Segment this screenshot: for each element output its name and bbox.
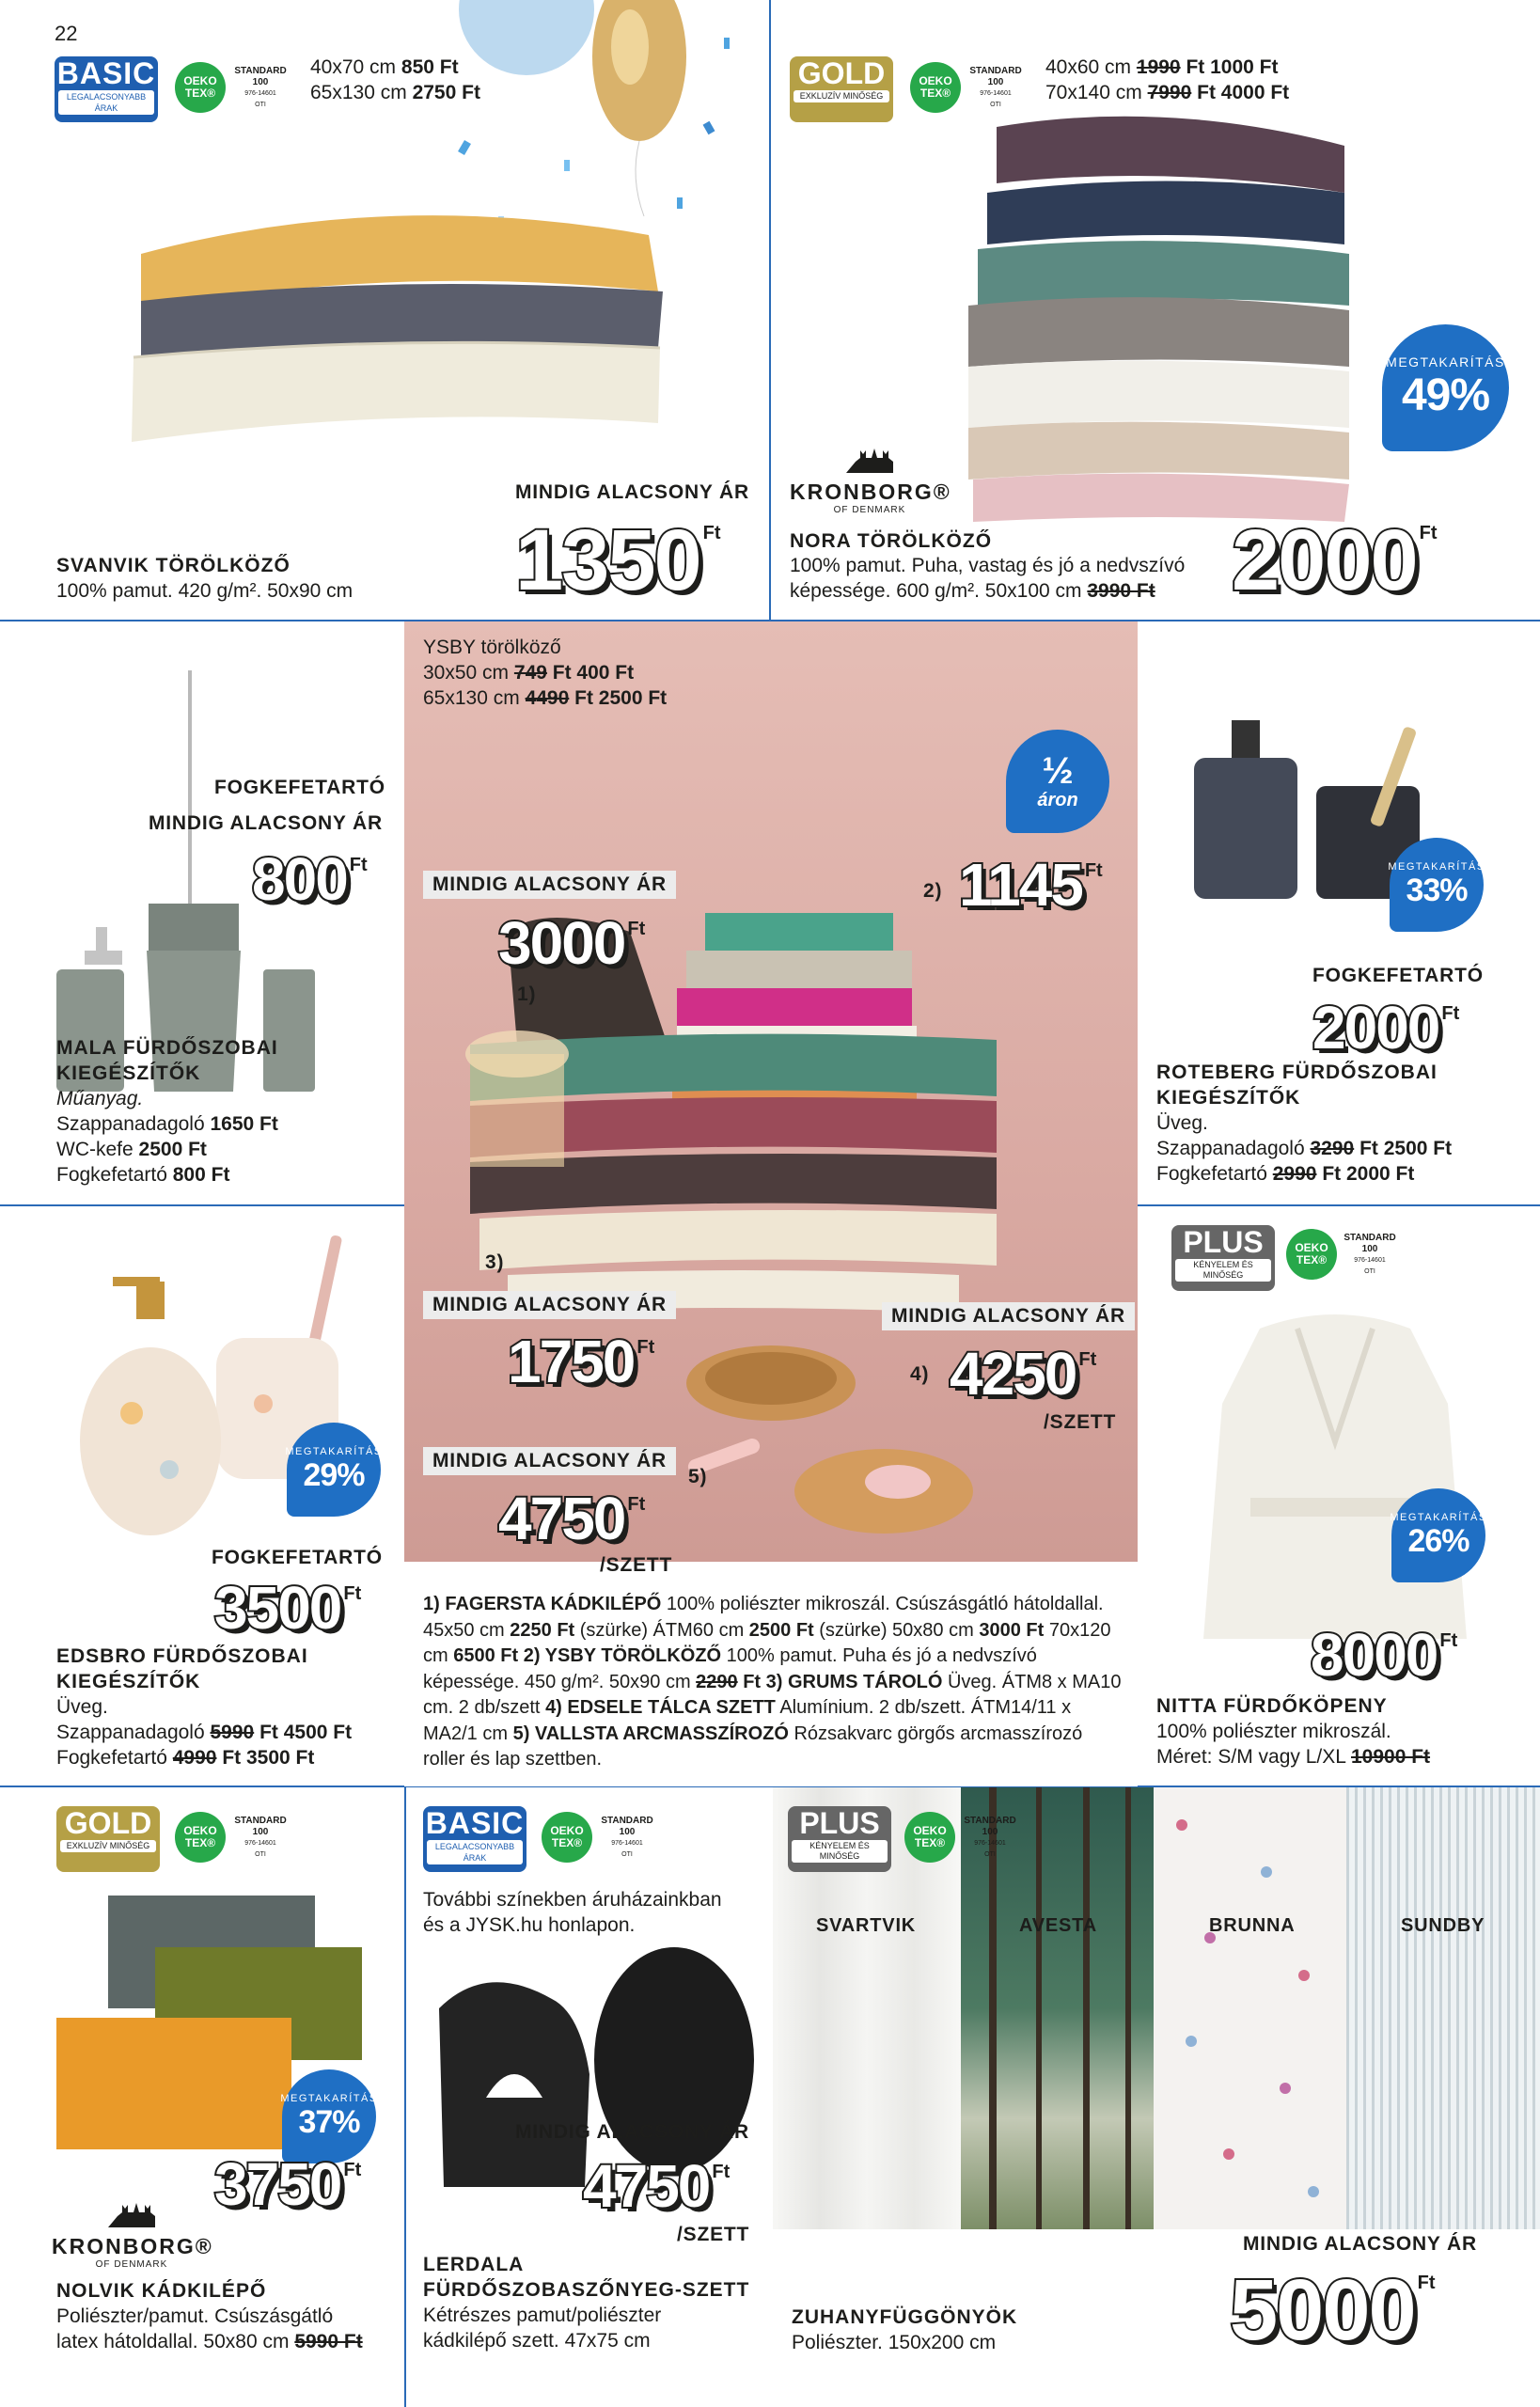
vallsta-price xyxy=(498,1485,646,1552)
lerdala-cell xyxy=(406,1787,773,2407)
gold-logo-text: GOLD xyxy=(64,1806,152,1840)
item-name: Szappanadagoló xyxy=(1156,1138,1305,1159)
toothbrush-holder-label: FOGKEFETARTÓ xyxy=(1312,965,1484,986)
plus-logo-text: PLUS xyxy=(1183,1225,1264,1259)
price-value: 2000 xyxy=(1232,512,1417,608)
lerdala-title-1: LERDALA xyxy=(423,2254,525,2275)
price-value: 2000 xyxy=(1312,994,1439,1062)
item-price: 2500 Ft xyxy=(138,1139,207,1160)
nolvik-desc-1: Poliészter/pamut. Csúszásgátló xyxy=(56,2305,334,2327)
desc-text: Méret: S/M vagy L/XL xyxy=(1156,1746,1346,1768)
size-line xyxy=(1045,55,1289,80)
roteberg-cell xyxy=(1138,621,1540,1204)
curtain-name-avesta: AVESTA xyxy=(1019,1915,1097,1936)
oeko-tex-logo: OEKO TEX® xyxy=(1286,1229,1337,1280)
item-name: Szappanadagoló xyxy=(56,1113,205,1135)
item-line xyxy=(1156,1136,1452,1161)
item-line xyxy=(56,1111,278,1137)
old-price: 3290 xyxy=(1310,1138,1355,1159)
grums-price xyxy=(508,1328,655,1395)
nolvik-cell xyxy=(0,1787,404,2407)
item-name: Fogkefetartó xyxy=(56,1164,167,1186)
currency: Ft xyxy=(627,1494,646,1515)
price-value: 5000 xyxy=(1230,2262,1415,2358)
price-value: 1145 xyxy=(959,851,1082,919)
flower-pattern xyxy=(1154,1787,1346,2229)
edsele-price xyxy=(950,1340,1097,1408)
badge-value: 49% xyxy=(1401,370,1490,420)
mala-title-2: KIEGÉSZÍTŐK xyxy=(56,1062,201,1084)
oeko-tex-logo: OEKO TEX® xyxy=(175,1812,226,1863)
badge-value: 33% xyxy=(1406,872,1468,908)
curtains-title: ZUHANYFÜGGÖNYÖK xyxy=(792,2306,1018,2328)
currency: Ft xyxy=(636,1337,655,1358)
item-number: 4) xyxy=(910,1363,930,1385)
svanvik-cell xyxy=(0,0,769,620)
always-low-price-label: MINDIG ALACSONY ÁR xyxy=(149,812,383,834)
price-value: 3750 xyxy=(214,2150,341,2218)
standard-100-label xyxy=(957,1816,1023,1861)
nolvik-title: NOLVIK KÁDKILÉPŐ xyxy=(56,2280,267,2302)
kronborg-name: KRONBORG® xyxy=(52,2234,213,2258)
lerdala-note-1: További színekben áruházainkban xyxy=(423,1889,722,1911)
nora-cell xyxy=(771,0,1540,620)
standard-code-2: OTI xyxy=(255,1851,266,1858)
always-low-price-label: MINDIG ALACSONY ÁR xyxy=(882,1302,1135,1330)
currency: Ft xyxy=(1084,860,1103,881)
currency: Ft xyxy=(702,523,721,543)
svanvik-title: SVANVIK TÖRÖLKÖZŐ xyxy=(56,555,291,576)
nitta-price xyxy=(1311,1621,1458,1689)
svanvik-price xyxy=(515,512,721,608)
gold-logo xyxy=(56,1806,160,1872)
edsbro-material: Üveg. xyxy=(56,1696,108,1718)
nitta-cell xyxy=(1138,1206,1540,1786)
currency: Ft xyxy=(712,2162,731,2182)
desc-text: latex hátoldallal. 50x80 cm xyxy=(56,2331,290,2352)
curtains-desc: Poliészter. 150x200 cm xyxy=(792,2332,997,2353)
size-line xyxy=(1045,80,1289,105)
standard-code-2: OTI xyxy=(984,1851,996,1858)
nolvik-discount-badge xyxy=(282,2069,376,2163)
old-price: 3990 Ft xyxy=(1087,580,1155,602)
description-run: (szürke) ÁTM60 cm xyxy=(574,1619,749,1641)
nora-desc-2 xyxy=(790,578,1155,604)
half-text: áron xyxy=(1037,789,1078,810)
basic-logo-text: BASIC xyxy=(425,1806,525,1840)
roteberg-title-2: KIEGÉSZÍTŐK xyxy=(1156,1087,1301,1109)
standard-text: STANDARD xyxy=(601,1816,653,1826)
kronborg-sub: OF DENMARK xyxy=(95,2259,168,2270)
old-price: 5990 xyxy=(210,1722,255,1743)
standard-100-label xyxy=(1337,1233,1403,1278)
curtains-price xyxy=(1230,2262,1436,2358)
currency: Ft xyxy=(1419,523,1438,543)
currency: Ft xyxy=(627,919,646,939)
price-value: 4750 xyxy=(583,2152,710,2220)
standard-code-2: OTI xyxy=(621,1851,633,1858)
center-cell xyxy=(404,621,1138,1786)
lerdala-desc-2: kádkilépő szett. 47x75 cm xyxy=(423,2330,651,2352)
half-price-badge xyxy=(1006,730,1109,833)
badge-value: 37% xyxy=(298,2103,360,2140)
standard-text: STANDARD xyxy=(969,66,1022,76)
mala-cell xyxy=(0,621,404,1204)
size-line xyxy=(310,80,480,105)
badge-label: MEGTAKARÍTÁS xyxy=(1388,860,1485,873)
edsbro-title-2: KIEGÉSZÍTŐK xyxy=(56,1671,201,1692)
roteberg-title-1: ROTEBERG FÜRDŐSZOBAI xyxy=(1156,1062,1438,1083)
ysby-sizes xyxy=(423,635,667,711)
item-name: WC-kefe xyxy=(56,1139,134,1160)
always-low-price-label: MINDIG ALACSONY ÁR xyxy=(423,1291,676,1319)
lerdala-note-2: és a JYSK.hu honlapon. xyxy=(423,1914,636,1936)
new-price: Ft 4000 Ft xyxy=(1197,82,1290,103)
desc-text: képessége. 600 g/m². 50x100 cm xyxy=(790,580,1082,602)
mala-title-1: MALA FÜRDŐSZOBAI xyxy=(56,1037,278,1059)
price-value: 8000 xyxy=(1311,1621,1438,1689)
standard-100-label xyxy=(963,66,1029,111)
size: 40x60 cm xyxy=(1045,56,1132,78)
nora-desc-1: 100% pamut. Puha, vastag és jó a nedvszívó xyxy=(790,555,1186,576)
size-line xyxy=(423,685,667,711)
basic-logo-sub: LEGALACSONYABB ÁRAK xyxy=(427,1840,523,1864)
roteberg-material: Üveg. xyxy=(1156,1112,1208,1134)
lerdala-price xyxy=(583,2152,731,2220)
mala-price xyxy=(252,845,368,913)
description-run: 1) FAGERSTA KÁDKILÉPŐ xyxy=(423,1594,662,1614)
basic-logo xyxy=(423,1806,526,1872)
curtains-cell xyxy=(773,1787,1540,2407)
item-line xyxy=(56,1137,278,1162)
always-low-price-label: MINDIG ALACSONY ÁR xyxy=(1243,2233,1477,2255)
standard-number: 100 xyxy=(1361,1244,1378,1254)
gold-logo-text: GOLD xyxy=(797,56,886,90)
nora-title: NORA TÖRÖLKÖZŐ xyxy=(790,530,993,552)
item-number: 1) xyxy=(517,983,537,1005)
castle-icon xyxy=(841,447,898,475)
always-low-price-label: MINDIG ALACSONY ÁR xyxy=(423,871,676,899)
description-run: Ft 3) GRUMS TÁROLÓ xyxy=(737,1671,943,1692)
new-price: Ft 2000 Ft xyxy=(1322,1163,1415,1185)
oeko-tex-logo: OEKO TEX® xyxy=(904,1812,955,1863)
standard-code: 976-14601 xyxy=(244,1840,276,1847)
oeko-tex-logo: OEKO TEX® xyxy=(542,1812,592,1863)
description-run: 2290 xyxy=(696,1671,738,1692)
standard-text: STANDARD xyxy=(234,1816,287,1826)
description-run: Rózsakvarc görgős arcmasszírozó roller és lap szettben. xyxy=(423,1723,1083,1770)
standard-code: 976-14601 xyxy=(980,90,1012,97)
item-line xyxy=(56,1720,352,1745)
item-name: Fogkefetartó xyxy=(1156,1163,1267,1185)
standard-code: 976-14601 xyxy=(611,1840,643,1847)
description-run: Üveg. ÁTM8 x MA10 cm. 2 db/szett xyxy=(423,1671,1122,1718)
new-price: Ft 1000 Ft xyxy=(1186,56,1279,78)
description-run: 5) VALLSTA ARCMASSZÍROZÓ xyxy=(512,1723,789,1744)
sundby-curtain xyxy=(1346,1787,1540,2229)
gold-logo xyxy=(790,56,893,122)
kronborg-logo xyxy=(790,447,950,515)
badge-value: 26% xyxy=(1407,1522,1469,1559)
per-set-label: /SZETT xyxy=(1044,1411,1117,1433)
standard-100-label xyxy=(594,1816,660,1861)
nolvik-price xyxy=(214,2150,362,2218)
ysby-price xyxy=(959,851,1103,919)
size-line xyxy=(310,55,480,80)
roteberg-discount-badge xyxy=(1390,838,1484,932)
brunna-curtain xyxy=(1154,1787,1346,2229)
currency: Ft xyxy=(343,1583,362,1604)
description-run: 100% poliészter mikroszál. Csúszásgátló hátoldallal. 45x50 cm xyxy=(423,1594,1104,1641)
mala-items xyxy=(56,1111,278,1188)
standard-code: 976-14601 xyxy=(244,90,276,97)
kronborg-logo xyxy=(52,2201,212,2270)
new-price: Ft 2500 Ft xyxy=(1359,1138,1453,1159)
basic-logo-sub: LEGALACSONYABB ÁRAK xyxy=(58,90,154,115)
standard-text: STANDARD xyxy=(1344,1233,1396,1243)
svanvik-desc: 100% pamut. 420 g/m². 50x90 cm xyxy=(56,580,354,602)
plus-logo-sub: KÉNYELEM ÉS MINŐSÉG xyxy=(1175,1259,1271,1282)
description-run: (szürke) 50x80 cm xyxy=(813,1619,980,1641)
currency: Ft xyxy=(349,855,368,875)
toothbrush-holder-label: FOGKEFETARTÓ xyxy=(214,777,385,798)
bathrobe-image xyxy=(1194,1310,1476,1648)
plus-logo-text: PLUS xyxy=(799,1806,880,1840)
currency: Ft xyxy=(1439,1630,1458,1651)
nitta-desc-1: 100% poliészter mikroszál. xyxy=(1156,1721,1391,1742)
castle-icon xyxy=(103,2201,160,2229)
lerdala-rug-set-image xyxy=(434,1943,763,2187)
lerdala-title-2: FÜRDŐSZOBASZŐNYEG-SZETT xyxy=(423,2279,750,2301)
roteberg-price xyxy=(1312,994,1460,1062)
toothbrush-holder-label: FOGKEFETARTÓ xyxy=(212,1547,383,1568)
basic-logo-text: BASIC xyxy=(56,56,156,90)
item-name: Szappanadagoló xyxy=(56,1722,205,1743)
curtain-name-brunna: BRUNNA xyxy=(1209,1915,1296,1936)
size: 40x70 cm xyxy=(310,56,397,78)
gold-logo-sub: EXKLUZÍV MINŐSÉG xyxy=(794,90,889,102)
price-value: 3000 xyxy=(498,909,625,977)
nolvik-desc-2 xyxy=(56,2329,363,2354)
always-low-price-label: MINDIG ALACSONY ÁR xyxy=(515,481,749,503)
nora-price xyxy=(1232,512,1438,608)
badge-label: MEGTAKARÍTÁS xyxy=(1386,354,1505,370)
mala-material: Műanyag. xyxy=(56,1088,144,1109)
trays-image xyxy=(668,1327,987,1552)
standard-100-label xyxy=(228,1816,293,1861)
page-number: 22 xyxy=(55,22,78,45)
old-price: 2990 xyxy=(1272,1163,1317,1185)
plus-logo-sub: KÉNYELEM ÉS MINŐSÉG xyxy=(792,1840,888,1863)
nora-discount-badge xyxy=(1382,324,1509,451)
standard-100-label xyxy=(228,66,293,111)
standard-number: 100 xyxy=(982,1827,998,1837)
oeko-tex-logo: OEKO TEX® xyxy=(910,62,961,113)
nora-sizes xyxy=(1045,55,1289,105)
kronborg-name: KRONBORG® xyxy=(790,480,951,504)
old-price: 4990 xyxy=(172,1747,217,1769)
size: 65x130 cm xyxy=(310,82,407,103)
oeko-tex-logo: OEKO TEX® xyxy=(175,62,226,113)
standard-text: STANDARD xyxy=(964,1816,1016,1826)
nitta-discount-badge xyxy=(1391,1488,1485,1582)
item-line xyxy=(56,1745,352,1770)
item-line xyxy=(56,1162,278,1188)
price-value: 4250 xyxy=(950,1340,1076,1408)
basic-logo xyxy=(55,56,158,122)
description-run: 2500 Ft xyxy=(748,1619,814,1641)
old-price: 7990 xyxy=(1147,82,1192,103)
standard-code-2: OTI xyxy=(1364,1268,1375,1275)
per-set-label: /SZETT xyxy=(600,1554,673,1576)
item-number: 3) xyxy=(485,1251,505,1273)
price-value: 800 xyxy=(252,845,347,913)
always-low-price-label: MINDIG ALACSONY ÁR xyxy=(515,2121,749,2143)
description-run: Alumínium. 2 db/szett. ÁTM14/11 x MA2/1 cm xyxy=(423,1697,1072,1744)
nitta-desc-2 xyxy=(1156,1744,1430,1770)
new-price: Ft 400 Ft xyxy=(552,662,635,684)
old-price: 5990 Ft xyxy=(294,2331,363,2352)
badge-value: 29% xyxy=(303,1456,365,1493)
lerdala-desc-1: Kétrészes pamut/poliészter xyxy=(423,2305,662,2326)
standard-code: 976-14601 xyxy=(1354,1257,1386,1264)
standard-number: 100 xyxy=(252,77,269,87)
svanvik-sizes xyxy=(310,55,480,105)
price-value: 4750 xyxy=(498,1485,625,1552)
description-run: 4) EDSELE TÁLCA SZETT xyxy=(545,1697,776,1718)
kronborg-sub: OF DENMARK xyxy=(833,505,906,515)
badge-label: MEGTAKARÍTÁS xyxy=(285,1445,383,1457)
edsbro-items xyxy=(56,1720,352,1770)
currency: Ft xyxy=(1417,2273,1436,2293)
size-price: 850 Ft xyxy=(401,56,459,78)
price-value: 1350 xyxy=(515,512,700,608)
new-price: Ft 3500 Ft xyxy=(222,1747,315,1769)
currency: Ft xyxy=(1441,1003,1460,1024)
item-price: 800 Ft xyxy=(172,1164,230,1186)
svanvik-towels-image xyxy=(122,197,686,480)
size-price: 2750 Ft xyxy=(412,82,480,103)
half-symbol: ½ xyxy=(1042,749,1074,792)
standard-number: 100 xyxy=(619,1827,636,1837)
per-set-label: /SZETT xyxy=(677,2224,750,2245)
nitta-title: NITTA FÜRDŐKÖPENY xyxy=(1156,1695,1388,1717)
size-line xyxy=(423,660,667,685)
description-run: 2250 Ft xyxy=(510,1619,575,1641)
item-number: 2) xyxy=(923,880,943,902)
standard-text: STANDARD xyxy=(234,66,287,76)
currency: Ft xyxy=(1078,1349,1097,1370)
plus-logo xyxy=(1171,1225,1275,1291)
curtain-name-svartvik: SVARTVIK xyxy=(816,1915,917,1936)
standard-code-2: OTI xyxy=(990,102,1001,108)
standard-code: 976-14601 xyxy=(974,1840,1006,1847)
size: 65x130 cm xyxy=(423,687,520,709)
currency: Ft xyxy=(343,2160,362,2180)
old-price: 4490 xyxy=(525,687,570,709)
edsbro-cell xyxy=(0,1206,404,1786)
curtain-name-sundby: SUNDBY xyxy=(1401,1915,1485,1936)
center-description xyxy=(423,1592,1124,1773)
description-run: 6500 Ft 2) YSBY TÖRÖLKÖZŐ xyxy=(453,1645,722,1666)
badge-label: MEGTAKARÍTÁS xyxy=(280,2092,378,2104)
gold-logo-sub: EXKLUZÍV MINŐSÉG xyxy=(60,1840,156,1852)
new-price: Ft 4500 Ft xyxy=(259,1722,353,1743)
price-value: 1750 xyxy=(508,1328,635,1395)
old-price: 749 xyxy=(513,662,547,684)
nora-towels-image xyxy=(959,108,1354,522)
old-price: 1990 xyxy=(1136,56,1181,78)
item-line xyxy=(1156,1161,1452,1187)
standard-code-2: OTI xyxy=(255,102,266,108)
fagersta-price xyxy=(498,909,646,977)
item-number: 5) xyxy=(688,1466,708,1487)
new-price: Ft 2500 Ft xyxy=(574,687,668,709)
old-price: 10900 Ft xyxy=(1350,1746,1431,1768)
standard-number: 100 xyxy=(987,77,1004,87)
roteberg-items xyxy=(1156,1136,1452,1187)
edsbro-title-1: EDSBRO FÜRDŐSZOBAI xyxy=(56,1645,308,1667)
item-price: 1650 Ft xyxy=(210,1113,278,1135)
size: 70x140 cm xyxy=(1045,82,1142,103)
plus-logo xyxy=(788,1806,891,1872)
edsbro-price xyxy=(214,1574,362,1642)
size: 30x50 cm xyxy=(423,662,510,684)
badge-label: MEGTAKARÍTÁS xyxy=(1390,1511,1487,1523)
description-run: 3000 Ft xyxy=(979,1619,1045,1641)
item-name: Fogkefetartó xyxy=(56,1747,167,1769)
always-low-price-label: MINDIG ALACSONY ÁR xyxy=(423,1447,676,1475)
ysby-title: YSBY törölköző xyxy=(423,637,561,658)
description-run: 70x120 cm xyxy=(423,1619,1111,1666)
standard-number: 100 xyxy=(252,1827,269,1837)
price-value: 3500 xyxy=(214,1574,341,1642)
edsbro-discount-badge xyxy=(287,1423,381,1517)
description-run: 100% pamut. Puha és jó a nedvszívó képessége. 450 g/m². 50x90 cm xyxy=(423,1645,1037,1692)
